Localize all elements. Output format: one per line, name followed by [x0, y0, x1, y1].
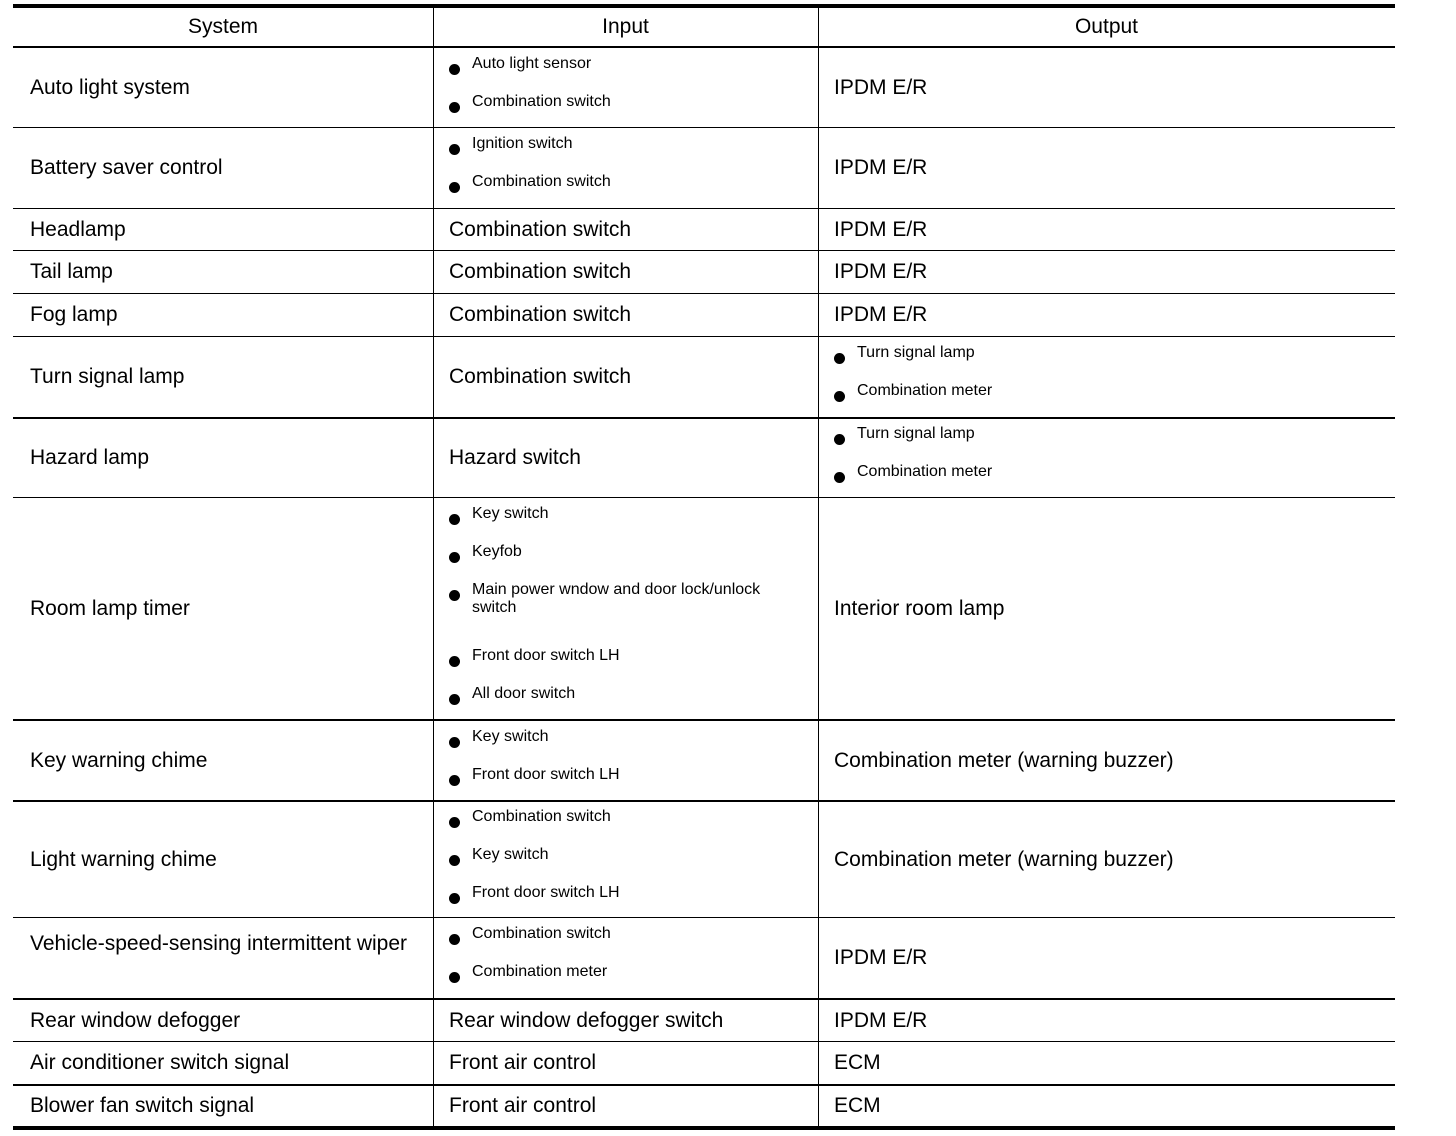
bullet-icon	[449, 775, 460, 786]
system-cell: Headlamp	[30, 217, 126, 241]
output-cell: ECM	[834, 1094, 881, 1117]
bullet-icon	[449, 934, 460, 945]
row-divider	[13, 998, 1395, 1000]
bullet-icon	[449, 552, 460, 563]
row-divider	[13, 127, 1395, 128]
system-cell: Light warning chime	[30, 847, 217, 871]
header-output: Output	[1074, 15, 1139, 38]
input-bullet-item	[449, 808, 806, 826]
row-divider	[13, 250, 1395, 251]
input-bullet-text: All door switch	[472, 684, 576, 702]
input-bullet-text: Main power wndow and door lock/unlock switch	[472, 580, 761, 616]
system-cell: Rear window defogger	[30, 1008, 241, 1032]
row-divider	[13, 917, 1395, 918]
system-cell: Auto light system	[30, 75, 190, 99]
input-cell: Front air control	[449, 1094, 597, 1117]
input-bullet-text: Keyfob	[472, 542, 522, 560]
system-cell: Key warning chime	[30, 748, 208, 772]
row-divider	[13, 1084, 1395, 1086]
input-cell: Hazard switch	[449, 446, 581, 469]
input-bullet-item	[449, 55, 806, 73]
bullet-icon	[449, 590, 460, 601]
bullet-icon	[834, 391, 845, 402]
output-bullet-item	[834, 344, 1383, 362]
input-bullet-item	[449, 543, 806, 561]
header-system: System	[187, 15, 258, 38]
input-cell: Rear window defogger switch	[449, 1008, 724, 1032]
bullet-icon	[449, 737, 460, 748]
row-divider	[13, 4, 1395, 8]
input-bullet-item	[449, 884, 806, 902]
input-bullet-text: Ignition switch	[472, 135, 573, 152]
system-cell: Fog lamp	[30, 303, 118, 326]
row-divider	[13, 417, 1395, 419]
bullet-icon	[449, 102, 460, 113]
output-bullet-item	[834, 382, 1383, 400]
output-bullet-text: Turn signal lamp	[857, 425, 975, 442]
output-bullet-text: Combination meter	[857, 463, 993, 480]
input-bullet-item	[449, 925, 806, 943]
bullet-icon	[834, 434, 845, 445]
row-divider	[13, 208, 1395, 209]
row-divider	[13, 1126, 1395, 1130]
system-cell: Battery saver control	[30, 156, 223, 179]
row-divider	[13, 336, 1395, 337]
output-bullet-item	[834, 425, 1383, 443]
input-bullet-item	[449, 846, 806, 864]
input-bullet-item	[449, 647, 806, 665]
input-bullet-text: Front door switch LH	[472, 646, 620, 664]
bullet-icon	[449, 817, 460, 828]
row-divider	[13, 497, 1395, 498]
output-cell: Combination meter (warning buzzer)	[834, 748, 1174, 772]
bullet-icon	[834, 353, 845, 364]
input-bullet-text: Combination meter	[472, 963, 608, 980]
input-cell: Combination switch	[449, 217, 632, 241]
input-bullet-item	[449, 93, 806, 111]
output-cell: IPDM E/R	[834, 1008, 928, 1032]
input-bullet-item	[449, 135, 806, 153]
row-divider	[13, 800, 1395, 802]
output-bullet-text: Combination meter	[857, 382, 993, 399]
output-cell: IPDM E/R	[834, 75, 928, 99]
output-cell: IPDM E/R	[834, 217, 928, 241]
bullet-icon	[449, 893, 460, 904]
input-bullet-text: Front door switch LH	[472, 883, 620, 901]
output-bullet-text: Turn signal lamp	[857, 344, 975, 361]
input-bullet-text: Key switch	[472, 504, 549, 522]
output-cell: Interior room lamp	[834, 596, 1005, 620]
input-bullet-text: Combination switch	[472, 173, 611, 190]
system-cell: Turn signal lamp	[30, 365, 185, 388]
output-bullet-item	[834, 463, 1383, 481]
column-divider	[433, 6, 434, 1126]
bullet-icon	[449, 144, 460, 155]
input-bullet-item	[449, 963, 806, 981]
bullet-icon	[449, 182, 460, 193]
bullet-icon	[834, 472, 845, 483]
input-bullet-text: Combination switch	[472, 925, 611, 942]
input-bullet-text: Key switch	[472, 845, 549, 863]
system-cell: Room lamp timer	[30, 596, 190, 620]
header-input: Input	[602, 15, 649, 38]
row-divider	[13, 46, 1395, 48]
row-divider	[13, 1041, 1395, 1042]
input-bullet-text: Combination switch	[472, 807, 611, 825]
system-cell: Hazard lamp	[30, 446, 150, 469]
system-cell: Air conditioner switch signal	[30, 1051, 290, 1074]
output-cell: ECM	[834, 1051, 881, 1074]
bullet-icon	[449, 656, 460, 667]
input-bullet-item	[449, 728, 806, 746]
output-cell: IPDM E/R	[834, 260, 928, 283]
system-cell: Tail lamp	[30, 260, 113, 283]
input-bullet-text: Auto light sensor	[472, 54, 592, 72]
input-bullet-text: Combination switch	[472, 92, 611, 110]
bullet-icon	[449, 972, 460, 983]
input-bullet-text: Key switch	[472, 727, 549, 745]
system-cell: Blower fan switch signal	[30, 1094, 255, 1117]
input-cell: Combination switch	[449, 303, 632, 326]
output-cell: Combination meter (warning buzzer)	[834, 847, 1174, 871]
input-bullet-text: Front door switch LH	[472, 765, 620, 783]
output-cell: IPDM E/R	[834, 303, 928, 326]
system-cell: Vehicle-speed-sensing intermittent wiper	[30, 932, 408, 955]
column-divider	[818, 6, 819, 1126]
bullet-icon	[449, 514, 460, 525]
row-divider	[13, 719, 1395, 721]
bullet-icon	[449, 64, 460, 75]
input-bullet-item	[449, 173, 806, 191]
output-cell: IPDM E/R	[834, 156, 928, 179]
bullet-icon	[449, 855, 460, 866]
input-cell: Front air control	[449, 1051, 597, 1074]
bullet-icon	[449, 694, 460, 705]
input-bullet-item	[449, 766, 806, 784]
input-cell: Combination switch	[449, 260, 632, 283]
row-divider	[13, 293, 1395, 294]
input-bullet-item	[449, 581, 806, 617]
output-cell: IPDM E/R	[834, 946, 928, 969]
input-cell: Combination switch	[449, 365, 632, 388]
input-bullet-item	[449, 685, 806, 703]
input-bullet-item	[449, 505, 806, 523]
